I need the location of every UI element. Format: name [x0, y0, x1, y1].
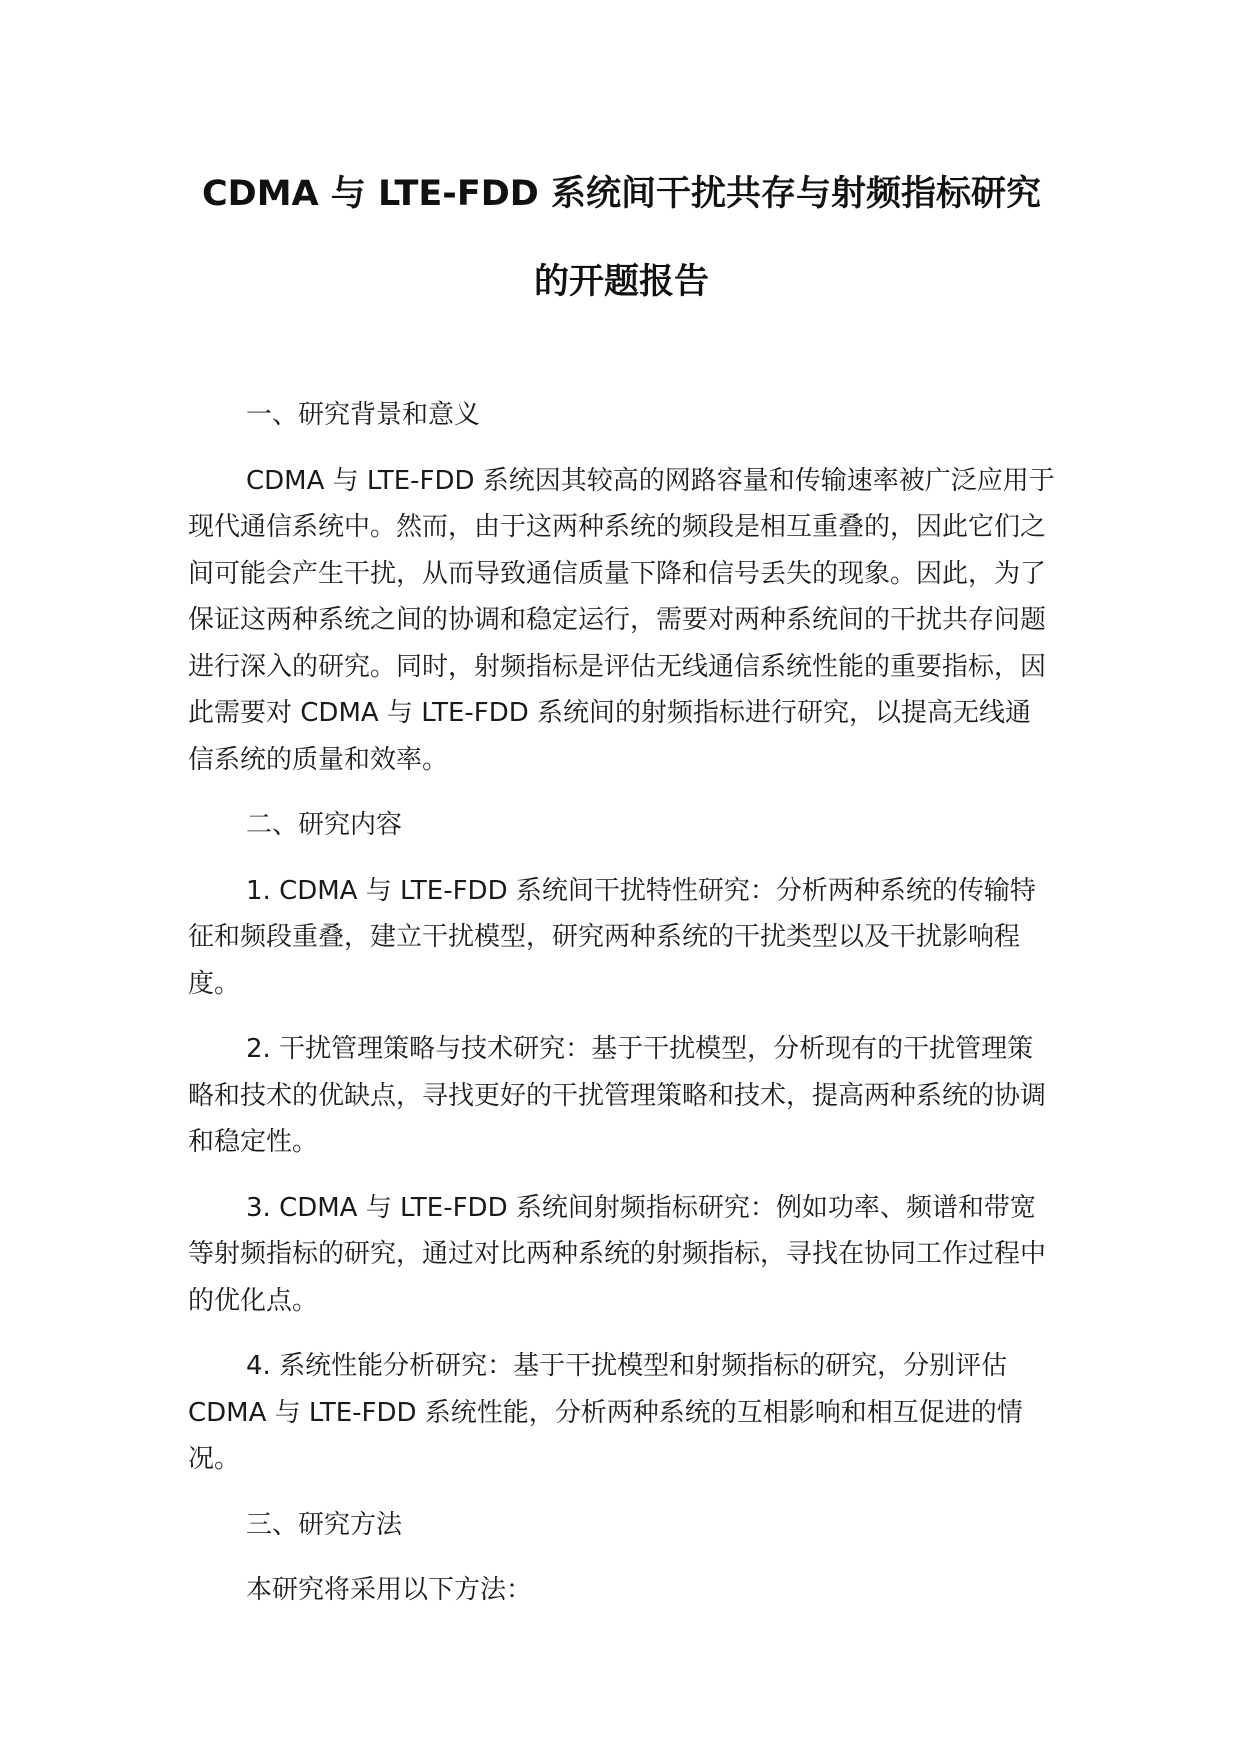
title-line-1: CDMA 与 LTE-FDD 系统间干扰共存与射频指标研究: [201, 174, 1042, 214]
section-heading-methods: 三、研究方法: [246, 1509, 403, 1540]
list-item-2: 2. 干扰管理策略与技术研究：基于干扰模型，分析现有的干扰管理策略和技术的优缺点，寻找更好的干扰管理策略和技术，提高两种系统的协调和稳定性。: [188, 1034, 1047, 1157]
spacer: [188, 439, 1055, 458]
spacer: [188, 849, 1055, 868]
document-title: [188, 150, 1055, 326]
section-heading-background: 一、研究背景和意义: [246, 400, 481, 430]
spacer: [188, 1007, 1055, 1026]
title-spacer: [188, 326, 1055, 392]
list-item-3: 3. CDMA 与 LTE-FDD 系统间射频指标研究：例如功率、频谱和带宽等射频指标的研究，通过对比两种系统的射频指标，寻找在协同工作过程中的优化点。: [188, 1192, 1047, 1316]
paragraph-background: CDMA 与 LTE-FDD 系统因其较高的网路容量和传输速率被广泛应用于现代通信系统中。然而，由于这两种系统的频段是相互重叠的，因此它们之间可能会产生干扰，从而导致通信质量下降和信号丢失的现象。因此，为了保证这两种系统之间的协调和稳定运行，需要对两种系统间的干扰共存问题进行深入的研究。同时，射频指标是评估无线通信系统性能的重要指标，因此需要对 CDMA 与 LTE-FDD 系统间的射频指标进行研究，以提高无线通信系统的质量和效率。: [188, 465, 1055, 775]
spacer: [188, 783, 1055, 802]
spacer: [188, 1324, 1055, 1343]
list-item-1: 1. CDMA 与 LTE-FDD 系统间干扰特性研究：分析两种系统的传输特征和频段重叠，建立干扰模型，研究两种系统的干扰类型以及干扰影响程度。: [188, 875, 1036, 999]
title-line-2: 的开题报告: [533, 262, 709, 302]
spacer: [188, 1166, 1055, 1185]
section-heading-content: 二、研究内容: [246, 810, 403, 840]
spacer: [188, 1548, 1055, 1567]
paragraph-methods: 本研究将采用以下方法：: [246, 1575, 533, 1605]
spacer: [188, 1483, 1055, 1502]
list-item-4: 4. 系统性能分析研究：基于干扰模型和射频指标的研究，分别评估 CDMA 与 LTE-FDD 系统性能，分析两种系统的互相影响和相互促进的情况。: [188, 1351, 1023, 1474]
